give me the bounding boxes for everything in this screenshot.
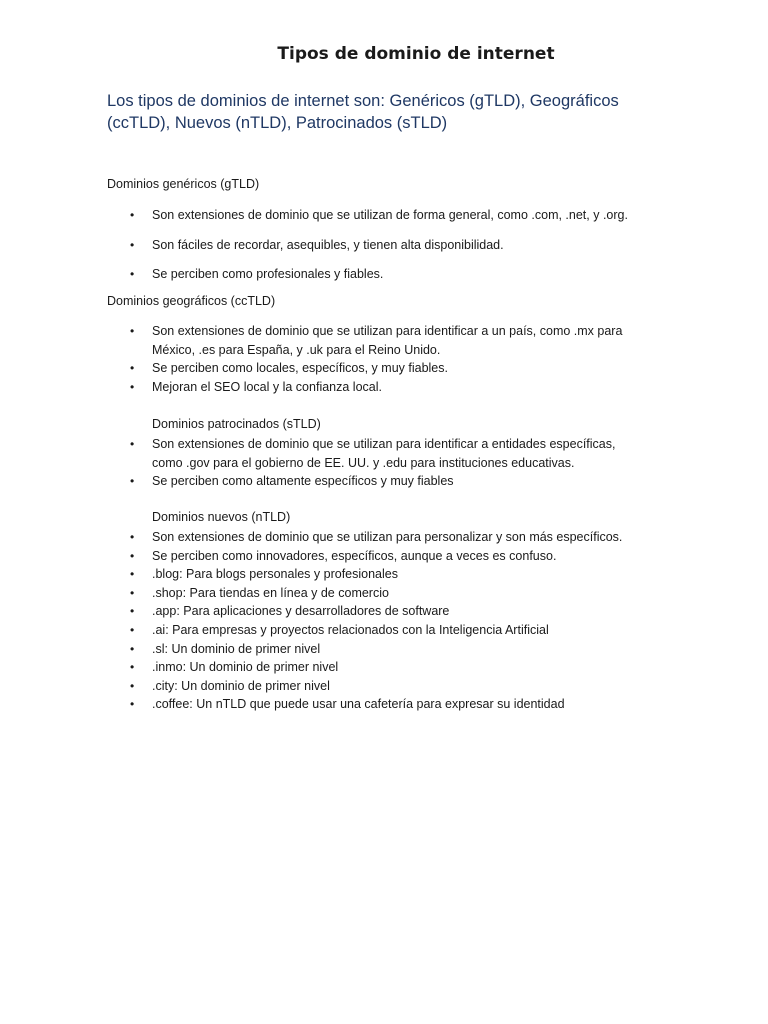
- list-item: [130, 677, 652, 696]
- list-item: [130, 265, 652, 283]
- list-item-text: .shop: Para tiendas en línea y de comercio: [152, 585, 389, 600]
- section-heading-stld: Dominios patrocinados (sTLD): [152, 417, 321, 431]
- bullet-icon: •: [130, 548, 135, 563]
- list-item: [130, 528, 652, 547]
- bullet-icon: •: [130, 567, 135, 582]
- list-item-text: .inmo: Un dominio de primer nivel: [152, 660, 339, 675]
- list-item-text: Mejoran el SEO local y la confianza local.: [152, 380, 382, 395]
- list-item: [130, 640, 652, 659]
- list-item-text: Son extensiones de dominio que se utilizan de forma general, como .com, .net, y .org.: [152, 208, 628, 222]
- list-item: [130, 565, 652, 584]
- bullet-icon: •: [130, 361, 135, 376]
- bullet-icon: •: [130, 324, 135, 338]
- bullet-icon: •: [130, 604, 135, 619]
- list-item-text: Se perciben como altamente específicos y muy fiables: [152, 474, 454, 489]
- list-item-text: .coffee: Un nTLD que puede usar una cafetería para expresar su identidad: [152, 697, 565, 712]
- bullet-icon: •: [130, 697, 135, 712]
- bullet-icon: •: [130, 622, 135, 637]
- bullet-icon: •: [130, 437, 135, 451]
- bullet-icon: •: [130, 585, 135, 600]
- section-heading-ntld: Dominios nuevos (nTLD): [152, 510, 291, 524]
- document-title: Tipos de dominio de internet: [277, 44, 555, 64]
- list-item-text: .app: Para aplicaciones y desarrolladores de software: [152, 604, 450, 619]
- list-item-text: Son fáciles de recordar, asequibles, y tienen alta disponibilidad.: [152, 237, 504, 252]
- list-item-text: .blog: Para blogs personales y profesionales: [152, 567, 398, 582]
- list-item: [130, 472, 622, 491]
- gtld-list: [130, 206, 652, 295]
- list-item-text: Se perciben como profesionales y fiables.: [152, 267, 384, 281]
- list-item-text: Se perciben como locales, específicos, y muy fiables.: [152, 361, 448, 376]
- list-item: [130, 359, 632, 378]
- bullet-icon: •: [130, 678, 135, 693]
- list-item-text: Son extensiones de dominio que se utilizan para personalizar y son más específicos.: [152, 530, 623, 544]
- list-item: [130, 236, 652, 254]
- list-item-text: Se perciben como innovadores, específicos, aunque a veces es confuso.: [152, 548, 557, 563]
- intro-paragraph: Los tipos de dominios de internet son: Genéricos (gTLD), Geográficos (ccTLD), Nuevos (nTLD), Patrocinados (sTLD): [107, 92, 619, 132]
- bullet-icon: •: [130, 660, 135, 675]
- section-heading-cctld: Dominios geográficos (ccTLD): [107, 294, 276, 308]
- bullet-icon: •: [130, 208, 135, 222]
- bullet-icon: •: [130, 380, 135, 395]
- list-item: [130, 621, 652, 640]
- list-item-text: Son extensiones de dominio que se utilizan para identificar a entidades específicas, como .gov para el gobierno de EE. UU. y .edu para instituciones educativas.: [152, 437, 616, 470]
- list-item-text: .city: Un dominio de primer nivel: [152, 678, 330, 693]
- bullet-icon: •: [130, 474, 135, 489]
- bullet-icon: •: [130, 530, 135, 544]
- list-item: [130, 547, 652, 566]
- list-item: [130, 602, 652, 621]
- stld-list: [130, 435, 622, 491]
- list-item: [130, 658, 652, 677]
- list-item: [130, 584, 652, 603]
- section-heading-gtld: Dominios genéricos (gTLD): [107, 177, 260, 191]
- list-item-text: .sl: Un dominio de primer nivel: [152, 641, 321, 656]
- list-item: [130, 322, 632, 359]
- list-item: [130, 206, 652, 224]
- bullet-icon: •: [130, 267, 135, 281]
- bullet-icon: •: [130, 237, 135, 252]
- list-item-text: Son extensiones de dominio que se utilizan para identificar a un país, como .mx para México, .es para España, y .uk para el Reino Unido.: [152, 324, 623, 357]
- cctld-list: [130, 322, 632, 397]
- list-item: [130, 695, 652, 714]
- ntld-list: [130, 528, 652, 714]
- bullet-icon: •: [130, 641, 135, 656]
- list-item: [130, 435, 622, 472]
- list-item-text: .ai: Para empresas y proyectos relacionados con la Inteligencia Artificial: [152, 622, 549, 637]
- list-item: [130, 378, 632, 397]
